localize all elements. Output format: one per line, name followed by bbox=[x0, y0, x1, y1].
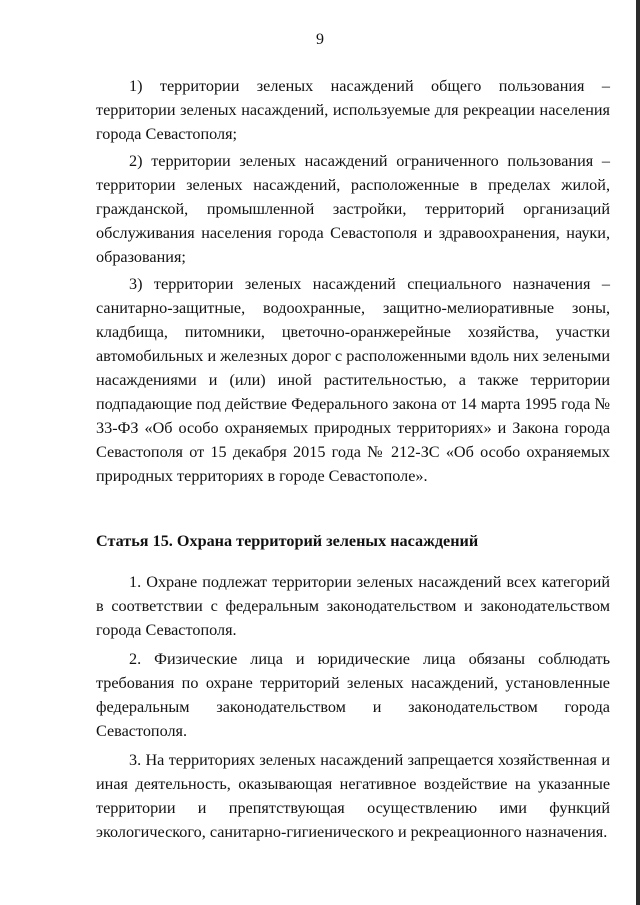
article-paragraph-1: 1. Охране подлежат территории зеленых насаждений всех категорий в соответствии с федеральным законодательством и законодательством города Севастополя. bbox=[96, 573, 610, 639]
list-item-1: 1) территории зеленых насаждений общего пользования – территории зеленых насаждений, используемые для рекреации населения города Севастополя; bbox=[96, 77, 610, 143]
list-item-2: 2) территории зеленых насаждений ограниченного пользования – территории зеленых насаждений, расположенные в пределах жилой, гражданской, промышленной застройки, территорий организаций обслуживания населения города Севастополя и здравоохранения, науки, образования; bbox=[96, 152, 610, 266]
page-number: 9 bbox=[316, 31, 324, 48]
document-body bbox=[96, 74, 610, 844]
scan-edge bbox=[636, 0, 640, 905]
article-heading: Статья 15. Охрана территорий зеленых насаждений bbox=[96, 532, 479, 550]
article-paragraph-2: 2. Физические лица и юридические лица обязаны соблюдать требования по охране территорий зеленых насаждений, установленные федеральным законодательством и законодательством города Севастополя. bbox=[96, 650, 610, 740]
list-item-3: 3) территории зеленых насаждений специального назначения – санитарно-защитные, водоохранные, защитно-мелиоративные зоны, кладбища, питомники, цветочно-оранжерейные хозяйства, участки автомобильных и железных дорог с расположенными вдоль них зелеными насаждениями и (или) иной растительностью, а также территории подпадающие под действие Федерального закона от 14 марта 1995 года № 33-ФЗ «Об особо охраняемых природных территориях» и Закона города Севастополя от 15 декабря 2015 года № 212-ЗС «Об особо охраняемых природных территориях в городе Севастополе». bbox=[96, 275, 610, 485]
article-paragraph-3: 3. На территориях зеленых насаждений запрещается хозяйственная и иная деятельность, оказывающая негативное воздействие на указанные территории и препятствующая осуществлению ими функций экологического, санитарно-гигиенического и рекреационного назначения. bbox=[96, 751, 610, 841]
